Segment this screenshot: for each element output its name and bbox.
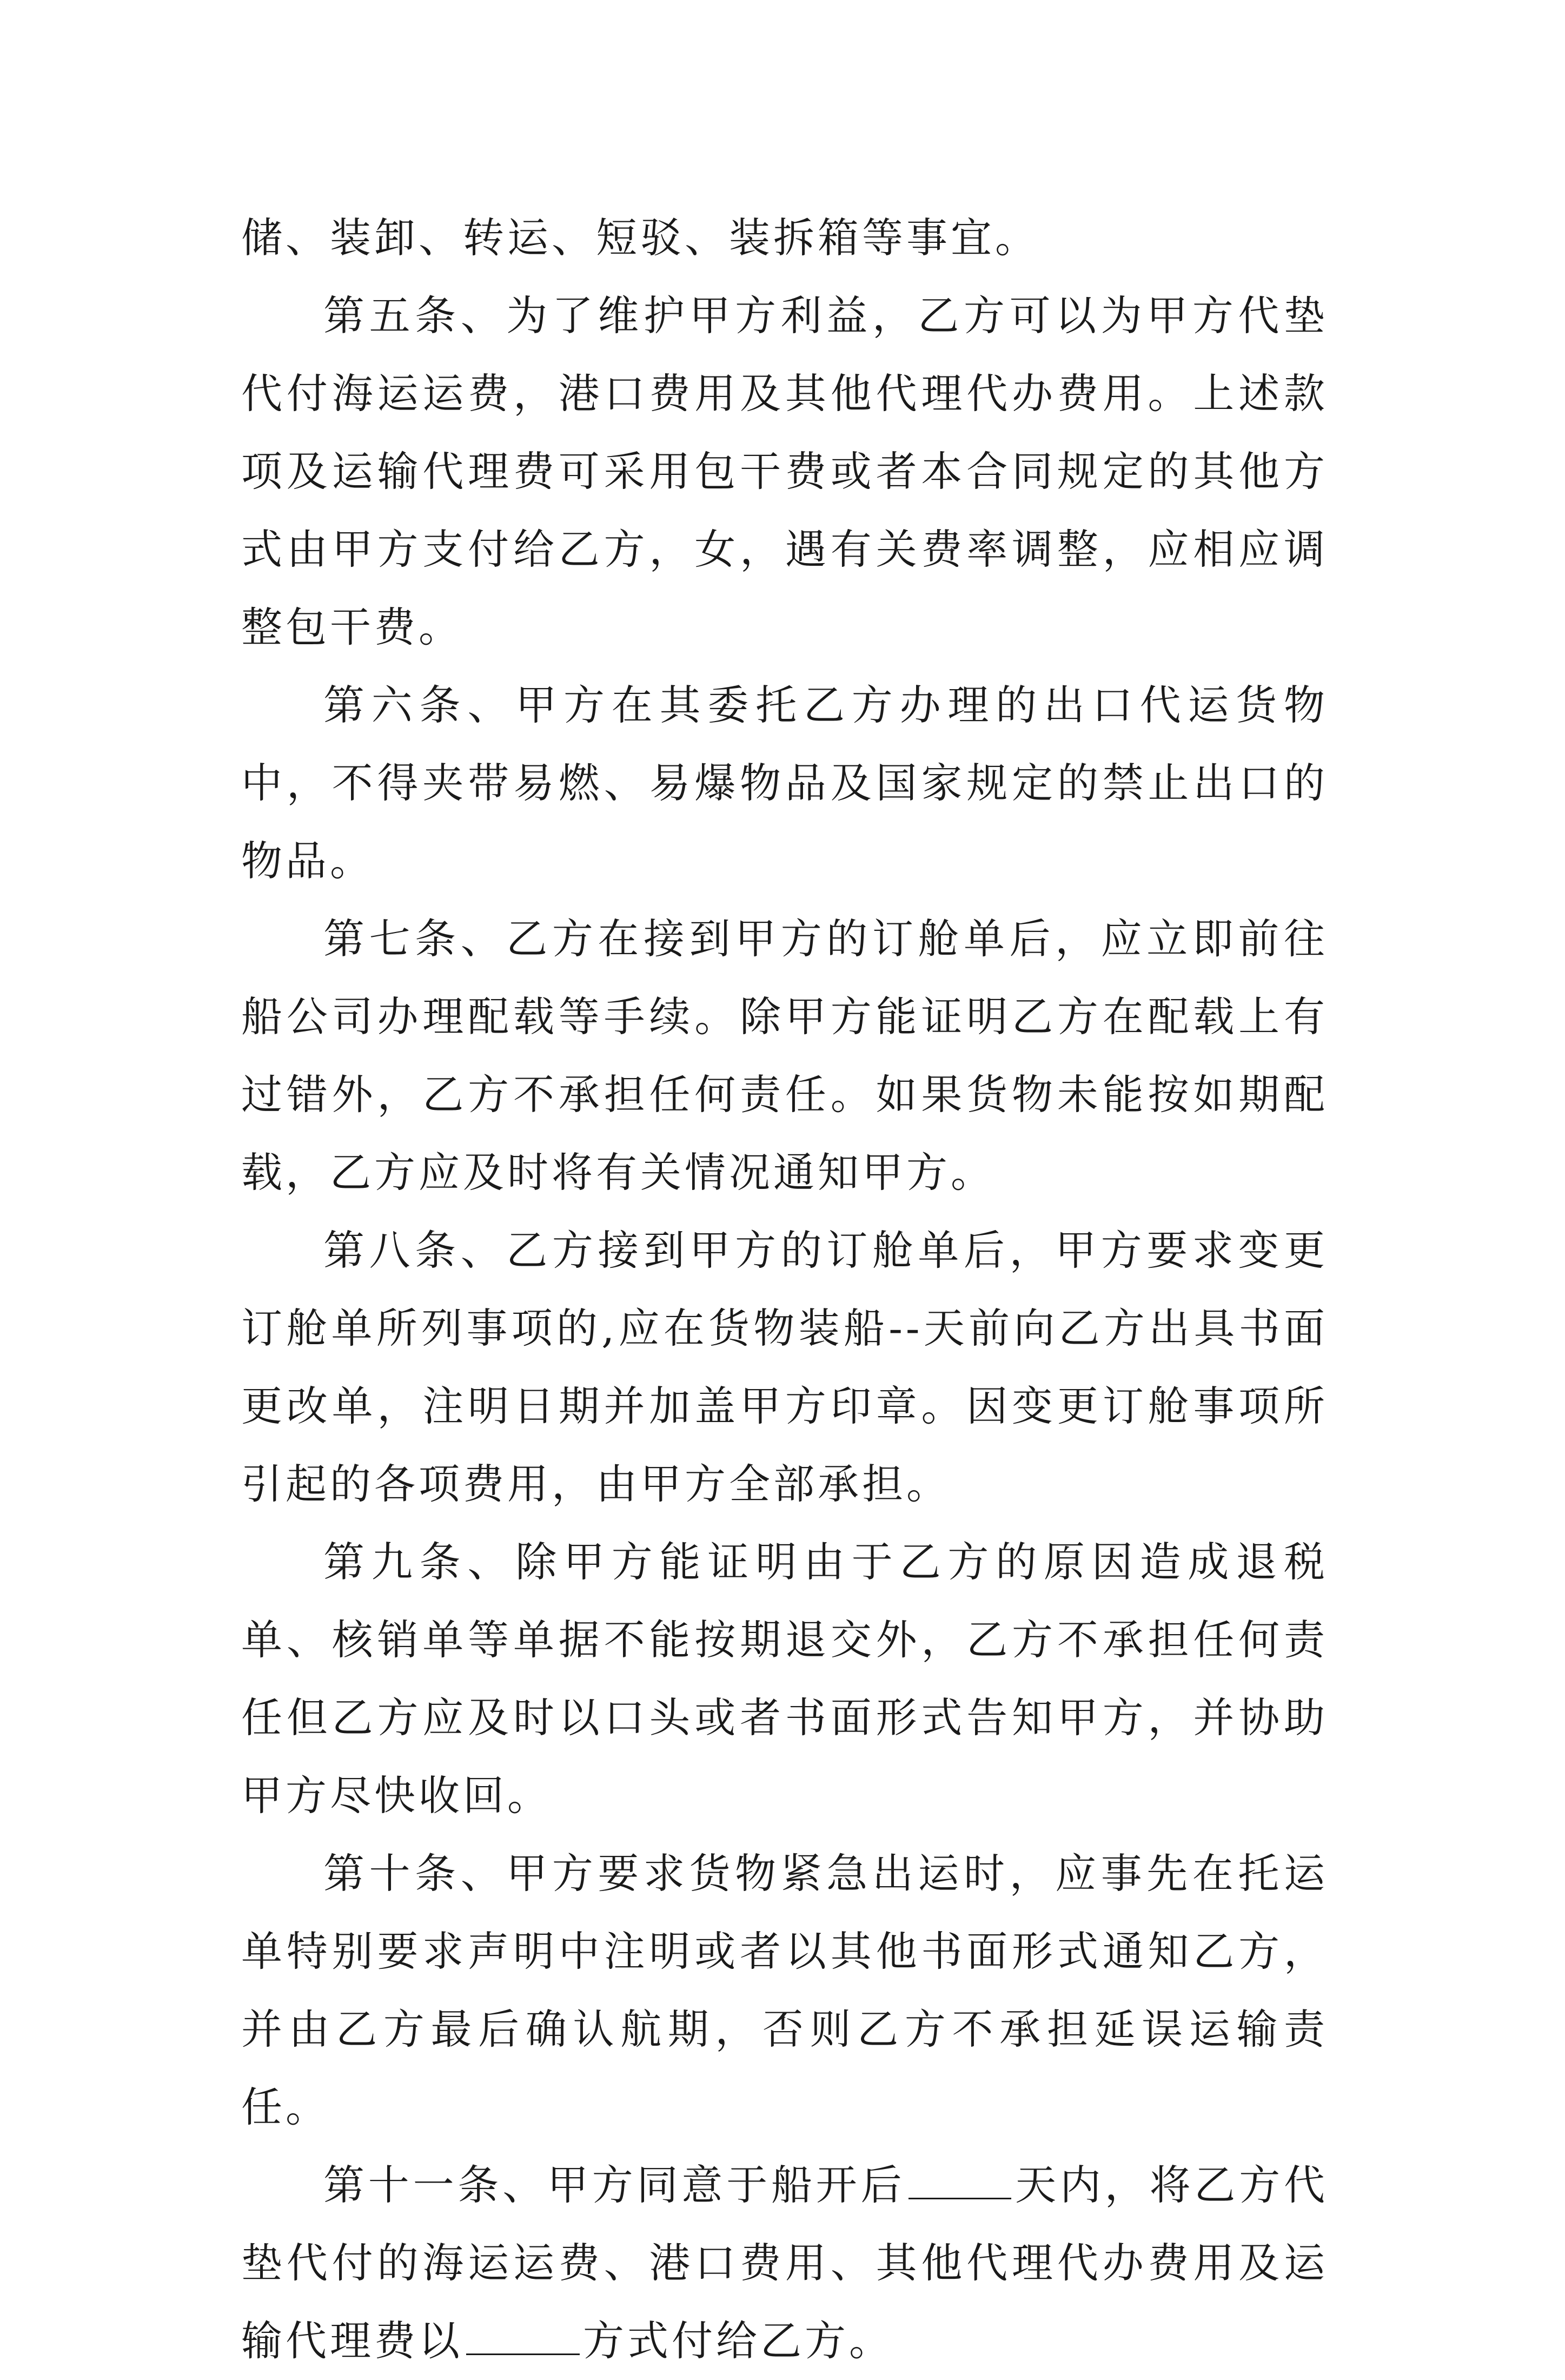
contract-body: [241, 199, 1328, 2380]
paragraph-article-8: 第八条、乙方接到甲方的订舱单后，甲方要求变更订舱单所列事项的,应在货物装船--天前向乙方出具书面更改单，注明日期并加盖甲方印章。因变更订舱事项所引起的各项费用，由甲方全部承担。: [241, 1226, 1328, 1508]
paragraph-article-5: 第五条、为了维护甲方利益，乙方可以为甲方代垫代付海运运费，港口费用及其他代理代办费用。上述款项及运输代理费可采用包干费或者本合同规定的其他方式由甲方支付给乙方，女，遇有关费率调整，应相应调整包干费。: [241, 292, 1328, 651]
paragraph-article-7: 第七条、乙方在接到甲方的订舱单后，应立即前往船公司办理配载等手续。除甲方能证明乙方在配载上有过错外，乙方不承担任何责任。如果货物未能按如期配载，乙方应及时将有关情况通知甲方。: [241, 915, 1328, 1196]
paragraph-article-6: 第六条、甲方在其委托乙方办理的出口代运货物中，不得夹带易燃、易爆物品及国家规定的禁止出口的物品。: [241, 681, 1328, 885]
blank-payment-method-field[interactable]: [466, 2320, 580, 2355]
paragraph-continuation: 储、装卸、转运、短驳、装拆箱等事宜。: [241, 214, 1039, 262]
paragraph-article-9: 第九条、除甲方能证明由于乙方的原因造成退税单、核销单等单据不能按期退交外，乙方不承担任何责任但乙方应及时以口头或者书面形式告知甲方，并协助甲方尽快收回。: [241, 1538, 1328, 1820]
paragraph-article-10: 第十条、甲方要求货物紧急出运时，应事先在托运单特别要求声明中注明或者以其他书面形式通知乙方，并由乙方最后确认航期，否则乙方不承担延误运输责任。: [241, 1849, 1328, 2131]
article-11-text-end: 方式付给乙方。: [583, 2317, 893, 2365]
article-11-text-middle: 天内，将乙方代垫代付的海运运费、港口费用、其他代理代办费用及运输代理费以: [241, 2161, 1329, 2365]
paragraph-article-11: [241, 2146, 1328, 2380]
blank-days-field[interactable]: [909, 2164, 1011, 2199]
article-11-text-start: 第十一条、甲方同意于船开后: [323, 2161, 906, 2209]
